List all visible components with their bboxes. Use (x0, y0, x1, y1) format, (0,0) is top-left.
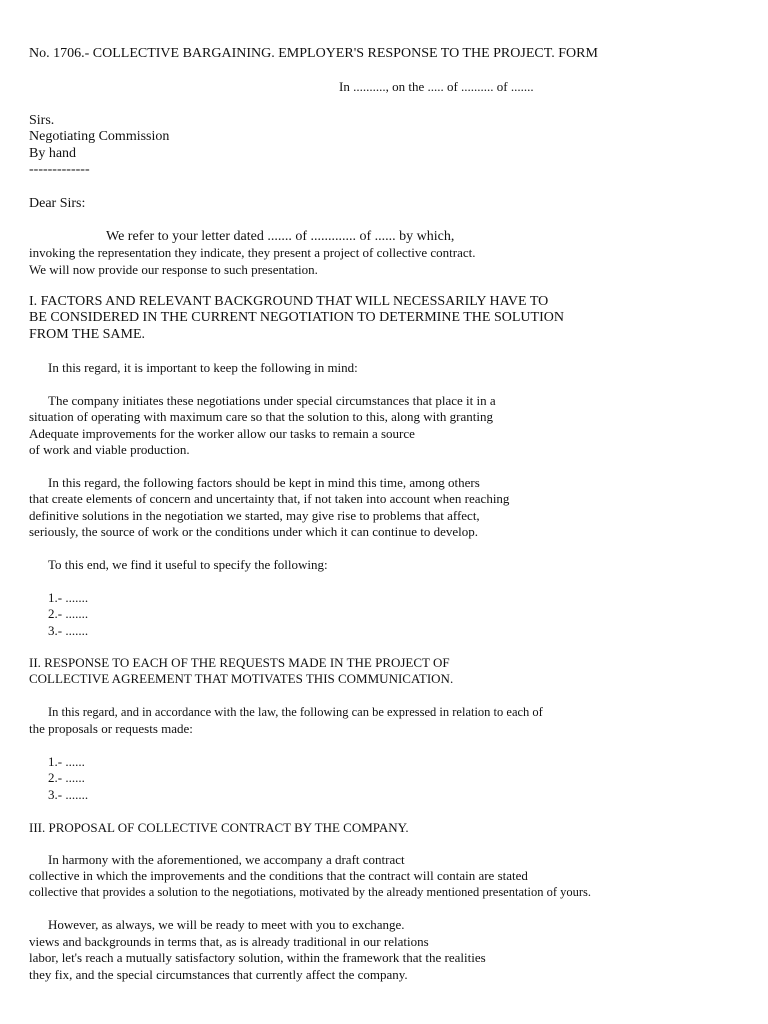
list-item: 3.- ....... (48, 623, 89, 638)
list-item: 2.- ....... (48, 606, 89, 621)
section-1-paragraph: To this end, we find it useful to specify the following: (48, 557, 328, 572)
addressee-line: Sirs. (29, 113, 55, 128)
section-3-paragraph: collective in which the improvements and the conditions that the contract will contain are stated (29, 868, 528, 883)
list-item: 1.- ...... (48, 754, 85, 769)
section-3-paragraph: views and backgrounds in terms that, as is already traditional in our relations (29, 934, 429, 949)
place-date-line: In .........., on the ..... of .......... of ....... (339, 79, 534, 94)
section-3-heading: III. PROPOSAL OF COLLECTIVE CONTRACT BY THE COMPANY. (29, 820, 409, 835)
section-1-paragraph: definitive solutions in the negotiation we started, may give rise to problems that affect, (29, 508, 480, 523)
section-3-paragraph: However, as always, we will be ready to meet with you to exchange. (48, 917, 405, 932)
section-3-paragraph: they fix, and the special circumstances that currently affect the company. (29, 967, 408, 982)
addressee-line: By hand (29, 146, 77, 161)
section-3-paragraph: collective that provides a solution to the negotiations, motivated by the already mentioned presentation of yours. (29, 885, 592, 899)
list-item: 1.- ....... (48, 590, 89, 605)
intro-line: invoking the representation they indicate, they present a project of collective contract. (29, 245, 476, 260)
section-2-heading: II. RESPONSE TO EACH OF THE REQUESTS MADE IN THE PROJECT OF (29, 655, 450, 670)
section-1-paragraph: of work and viable production. (29, 442, 190, 457)
list-item: 2.- ...... (48, 770, 85, 785)
section-1-paragraph: Adequate improvements for the worker allow our tasks to remain a source (29, 426, 415, 441)
section-1-paragraph: In this regard, it is important to keep the following in mind: (48, 360, 358, 375)
salutation: Dear Sirs: (29, 196, 86, 211)
section-1-paragraph: In this regard, the following factors should be kept in mind this time, among others (48, 475, 480, 490)
section-3-paragraph: labor, let's reach a mutually satisfactory solution, within the framework that the realities (29, 950, 486, 965)
section-1-heading: BE CONSIDERED IN THE CURRENT NEGOTIATION TO DETERMINE THE SOLUTION (29, 310, 564, 325)
section-3-paragraph: In harmony with the aforementioned, we accompany a draft contract (48, 852, 405, 867)
section-1-paragraph: that create elements of concern and uncertainty that, if not taken into account when reaching (29, 491, 510, 506)
section-1-paragraph: The company initiates these negotiations under special circumstances that place it in a (48, 393, 496, 408)
section-2-heading: COLLECTIVE AGREEMENT THAT MOTIVATES THIS COMMUNICATION. (29, 671, 454, 686)
intro-line: We will now provide our response to such presentation. (29, 262, 318, 277)
section-1-heading: FROM THE SAME. (29, 327, 146, 342)
list-item: 3.- ....... (48, 787, 89, 802)
document-title: No. 1706.- COLLECTIVE BARGAINING. EMPLOYER'S RESPONSE TO THE PROJECT. FORM (29, 46, 598, 61)
intro-line: We refer to your letter dated ....... of ............. of ...... by which, (106, 229, 455, 244)
addressee-line: Negotiating Commission (29, 129, 170, 144)
section-1-heading: I. FACTORS AND RELEVANT BACKGROUND THAT WILL NECESSARILY HAVE TO (29, 294, 549, 309)
section-1-paragraph: seriously, the source of work or the conditions under which it can continue to develop. (29, 524, 478, 539)
section-2-paragraph: In this regard, and in accordance with the law, the following can be expressed in relation to each of (48, 705, 543, 719)
section-2-paragraph: the proposals or requests made: (29, 721, 193, 736)
addressee-separator: ------------- (29, 162, 90, 177)
section-1-paragraph: situation of operating with maximum care so that the solution to this, along with granting (29, 409, 493, 424)
